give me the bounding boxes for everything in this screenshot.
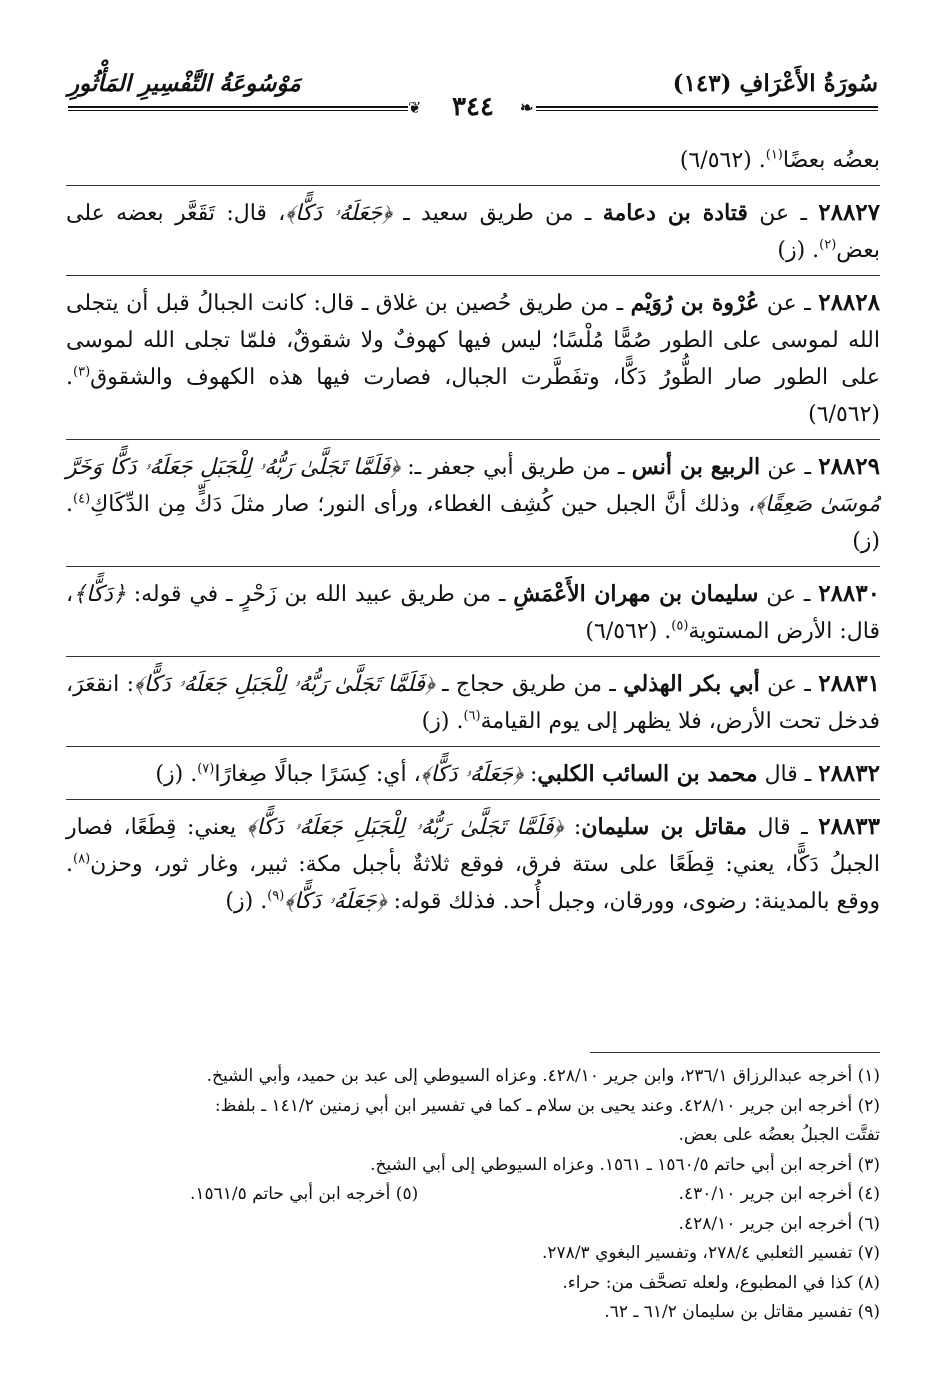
quran-quote: ﴿جَعَلَهُۥ دَكًّا﴾ [285,201,392,226]
header-rule-left [68,106,408,108]
footnotes [100,1062,880,1328]
footnote-ref[interactable]: (٤) [73,491,91,507]
quran-quote: ﴿فَلَمَّا تَجَلَّىٰ رَبُّهُۥ لِلْجَبَلِ جَعَلَهُۥ دَكًّا﴾ [134,672,435,697]
quran-quote: ﴿فَلَمَّا تَجَلَّىٰ رَبُّهُۥ لِلْجَبَلِ جَعَلَهُۥ دَكًّا وَخَرَّ مُوسَىٰ صَعِقًا﴾ [66,455,880,517]
narrator-name: سليمان بن مهران الأَعْمَشِ [513,581,759,607]
entry: ٢٨٨٢٨ ـ عن عُرْوة بن رُوَيْم ـ من طريق حُصين بن غلاق ـ قال: كانت الجبالُ قبل أن يتجلى الله لموسى على الطور صُمًّا مُلْسًا؛ ليس فيها كهوفٌ ولا شقوقٌ، فلمّا تجلى الله لموسى على الطور صار الطُّورُ دَكًّا، وتفَطَّرت الجبال، فصارت فيها هذه الكهوف والشقوق$^{(٣)}$. (٦/٥٦٢) [66,282,880,440]
footnote-ref[interactable]: (١) [765,147,783,163]
page-number: ٣٤٤ [452,92,494,122]
header-rule-left-thin [68,110,408,111]
entry: ٢٨٨٣٣ ـ قال مقاتل بن سليمان: ﴿فَلَمَّا تَجَلَّىٰ رَبُّهُۥ لِلْجَبَلِ جَعَلَهُۥ دَكًّا﴾ يعني: قِطَعًا، فصار الجبلُ دَكًّا، يعني: قِطَعًا على ستة فرق، فوقع ثلاثةٌ بأجبل مكة: ثبير، وغار ثور، وحزن$^{(٨)}$. ووقع بالمدينة: رضوى، وورقان، وجبل أُحد. فذلك قوله: ﴿جَعَلَهُۥ دَكًّا﴾$^{(٩)}$. (ز) [66,813,880,914]
footnote: (٧) تفسير الثعلبي ٢٧٨/٤، وتفسير البغوي ٢٧٨/٣. [542,1243,880,1263]
entry-number: ٢٨٨٢٩ [818,453,880,480]
book-title: مَوْسُوعَةُ التَّفْسِيرِ المَأْثُورِ [68,70,301,97]
entry-number: ٢٨٨٢٧ [818,199,881,226]
footnote: (١) أخرجه عبدالرزاق ٢٣٦/١، وابن جرير ٤٢٨/١٠. وعزاه السيوطي إلى عبد بن حميد، وأبي الشيخ. [206,1066,880,1086]
narrator-name: الربيع بن أنس [631,454,761,480]
quran-quote: ﴿دَكًّا﴾ [73,582,126,607]
entry-number: ٢٨٨٢٨ [818,289,880,316]
entry-number: ٢٨٨٣٠ [818,580,880,607]
footnote: (٣) أخرجه ابن أبي حاتم ١٥٦٠/٥ ـ ١٥٦١. وعزاه السيوطي إلى أبي الشيخ. [370,1154,880,1175]
header-rule-right [536,106,878,108]
footnote-ref[interactable]: (٥) [671,618,689,634]
footnote: (٢) أخرجه ابن جرير ٤٢٨/١٠. وعند يحيى بن سلام ـ كما في تفسير ابن أبي زمنين ١٤١/٢ ـ بلفظ: [214,1095,880,1116]
footnote-ref[interactable]: (٩) [267,888,285,904]
footnote-row [100,1180,880,1210]
narrator-name: قتادة بن دعامة [602,200,748,226]
narrator-name: محمد بن السائب الكلبي [537,761,758,787]
entry: ٢٨٨٢٧ ـ عن قتادة بن دعامة ـ من طريق سعيد ـ ﴿جَعَلَهُۥ دَكًّا﴾، قال: تَقَعَّر بعضه على بعض$^{(٢)}$. (ز) [66,192,880,276]
narrator-name: عُرْوة بن رُوَيْم [630,290,760,316]
entry: ٢٨٨٣٠ ـ عن سليمان بن مهران الأَعْمَشِ ـ من طريق عبيد الله بن زَحْرٍ ـ في قوله: ﴿دَكًّا﴾، قال: الأرض المستوية$^{(٥)}$. (٦/٥٦٢) [66,573,880,657]
narrator-name: أبي بكر الهذلي [623,671,760,697]
main-text [66,140,880,932]
footnote: (٥) أخرجه ابن أبي حاتم ١٥٦١/٥. [190,1184,419,1204]
footnote: (٤) أخرجه ابن جرير ٤٣٠/١٠. [678,1184,880,1204]
footnote-continuation: تفتَّت الجبلُ بعضُه على بعض. [678,1125,880,1145]
header-rule-right-thin [536,110,878,111]
footnote: (٦) أخرجه ابن جرير ٤٢٨/١٠. [678,1213,880,1234]
quran-quote: ﴿جَعَلَهُۥ دَكًّا﴾ [284,889,387,914]
ornament-icon: ❦ [408,98,422,117]
entry-number: ٢٨٨٣٣ [818,813,880,840]
footnote-separator [590,1052,880,1053]
quran-quote: ﴿جَعَلَهُۥ دَكًّا﴾ [420,762,523,787]
footnote-ref[interactable]: (٨) [73,851,91,867]
entry: ٢٨٨٣١ ـ عن أبي بكر الهذلي ـ من طريق حجاج ـ ﴿فَلَمَّا تَجَلَّىٰ رَبُّهُۥ لِلْجَبَلِ جَعَلَهُۥ دَكًّا﴾: انقعَرَ، فدخل تحت الأرض، فلا يظهر إلى يوم القيامة$^{(٦)}$. (ز) [66,663,880,747]
footnote-ref[interactable]: (٣) [73,364,91,380]
footnote-ref[interactable]: (٢) [819,237,837,253]
footnote-ref[interactable]: (٦) [463,708,481,724]
ornament-icon: ❧ [520,98,534,117]
page-header [68,62,878,122]
narrator-name: مقاتل بن سليمان [581,814,747,840]
surah-title: سُورَةُ الأَعْرَافِ (١٤٣) [672,70,878,97]
entry: ٢٨٨٣٢ ـ قال محمد بن السائب الكلبي: ﴿جَعَلَهُۥ دَكًّا﴾، أي: كِسَرًا جبالًا صِغارًا$^{(٧)}$. (ز) [66,753,880,800]
entry-number: ٢٨٨٣٢ [818,760,880,787]
entry-number: ٢٨٨٣١ [818,670,880,697]
footnote-ref[interactable]: (٧) [197,761,215,777]
entry-continuation: بعضُه بعضًا$^{(١)}$. (٦/٥٦٢) [66,140,880,186]
footnote: (٨) كذا في المطبوع، ولعله تصحَّف من: حراء. [562,1272,880,1293]
entry: ٢٨٨٢٩ ـ عن الربيع بن أنس ـ من طريق أبي جعفر ـ: ﴿فَلَمَّا تَجَلَّىٰ رَبُّهُۥ لِلْجَبَلِ جَعَلَهُۥ دَكًّا وَخَرَّ مُوسَىٰ صَعِقًا﴾، وذلك أنَّ الجبل حين كُشِف الغطاء، ورأى النور؛ صار مثلَ دَكٍّ مِن الدِّكَاكِ$^{(٤)}$. (ز) [66,446,880,567]
footnote: (٩) تفسير مقاتل بن سليمان ٦١/٢ ـ ٦٢. [604,1302,880,1322]
quran-quote: ﴿فَلَمَّا تَجَلَّىٰ رَبُّهُۥ لِلْجَبَلِ جَعَلَهُۥ دَكًّا﴾ [246,815,564,840]
